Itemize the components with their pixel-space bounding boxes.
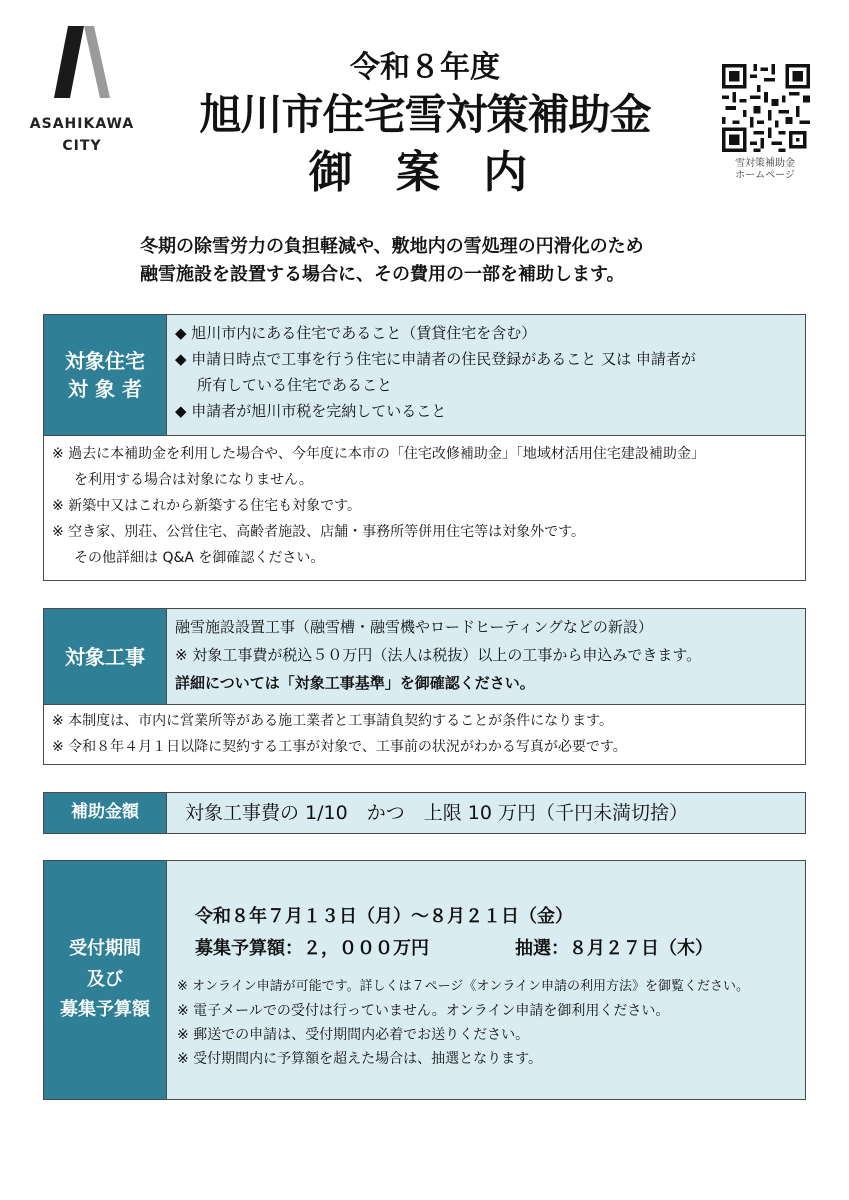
lottery-date: 抽選：８月２７日（木） [515,938,713,959]
online-application-note[interactable]: ※ オンライン申請が可能です。詳しくは７ページ《オンライン申請の利用方法》を御覧ください。 [177,979,749,994]
work-item: 融雪施設設置工事（融雪槽・融雪機やロードヒーティングなどの新設） [175,618,653,636]
condition-item: ◆ 旭川市内にある住宅であること（賃貸住宅を含む） [175,324,537,342]
note-item: ※ 過去に本補助金を利用した場合や、今年度に本市の「住宅改修補助金」「地域材活用住宅建設補助金」 [52,446,705,462]
target-housing-conditions [166,315,805,435]
logo-text-line1: ASAHIKAWA [29,116,135,132]
application-period-section [43,860,806,1100]
note-item: ※ 令和８年４月１日以降に契約する工事が対象で、工事前の状況がわかる写真が必要です。 [52,739,627,755]
note-item: ※ 新築中又はこれから新築する住宅も対象です。 [52,498,362,514]
subsidy-amount-body [166,793,805,833]
target-work-section [43,608,806,765]
note-item: ※ 郵送での申請は、受付期間内必着でお送りください。 [177,1027,530,1043]
page-subtitle: 御 案 内 [308,147,542,198]
condition-item: ◆ 申請者が旭川市税を完納していること [175,402,447,420]
note-item: を利用する場合は対象になりません。 [74,472,313,488]
asahikawa-logo-icon [54,26,110,98]
fiscal-year-title: 令和８年度 [350,50,500,85]
condition-item: ◆ 申請日時点で工事を行う住宅に申請者の住民登録があること 又は 申請者が [175,350,696,368]
target-housing-section [43,314,806,581]
application-period-header [44,861,166,1099]
logo-text-line2: CITY [62,138,102,154]
target-work-header [44,609,166,704]
target-housing-notes [44,435,805,580]
budget-label: 募集予算額 [60,999,150,1021]
target-housing-header [44,315,166,435]
application-period-label: 受付期間 [69,938,141,960]
target-work-label: 対象工事 [65,644,145,669]
note-item: ※ 電子メールでの受付は行っていません。オンライン申請を御利用ください。 [177,1003,670,1019]
and-label: 及び [87,968,123,990]
target-person-label: 対 象 者 [68,377,142,401]
target-work-details [166,609,805,704]
note-item: ※ 空き家、別荘、公営住宅、高齢者施設、店舗・事務所等併用住宅等は対象外です。 [52,524,586,540]
work-item: ※ 対象工事費が税込５０万円（法人は税抜）以上の工事から申込みできます。 [175,646,702,664]
qr-caption-1: 雪対策補助金 [735,158,795,169]
application-period-body [166,861,805,1099]
target-housing-label: 対象住宅 [65,349,145,373]
qr-caption-2: ホームページ [735,170,795,181]
budget-value: 募集予算額：２，０００万円 [195,938,429,959]
qa-reference[interactable]: その他詳細は Q&A を御確認ください。 [74,550,325,566]
page-title: 旭川市住宅雪対策補助金 [199,90,651,139]
note-item: ※ 受付期間内に予算額を超えた場合は、抽選となります。 [177,1051,543,1067]
application-period-value: 令和８年７月１３日（月）～８月２１日（金） [195,906,573,927]
intro-line-1: 冬期の除雪労力の負担軽減や、敷地内の雪処理の円滑化のため [140,236,644,257]
condition-item: 所有している住宅であること [197,376,393,394]
work-item: 詳細については「対象工事基準」を御確認ください。 [175,674,535,692]
qr-code-icon[interactable] [722,64,810,152]
note-item: ※ 本制度は、市内に営業所等がある施工業者と工事請負契約することが条件になります。 [52,713,614,729]
intro-line-2: 融雪施設を設置する場合に、その費用の一部を補助します。 [140,264,625,285]
subsidy-amount-section [43,792,806,834]
subsidy-amount-value: 対象工事費の 1/10 かつ 上限 10 万円（千円未満切捨） [185,802,688,824]
target-work-notes [44,704,805,764]
city-logo [12,14,152,164]
subsidy-amount-label: 補助金額 [71,802,139,823]
subsidy-amount-header [44,793,166,833]
